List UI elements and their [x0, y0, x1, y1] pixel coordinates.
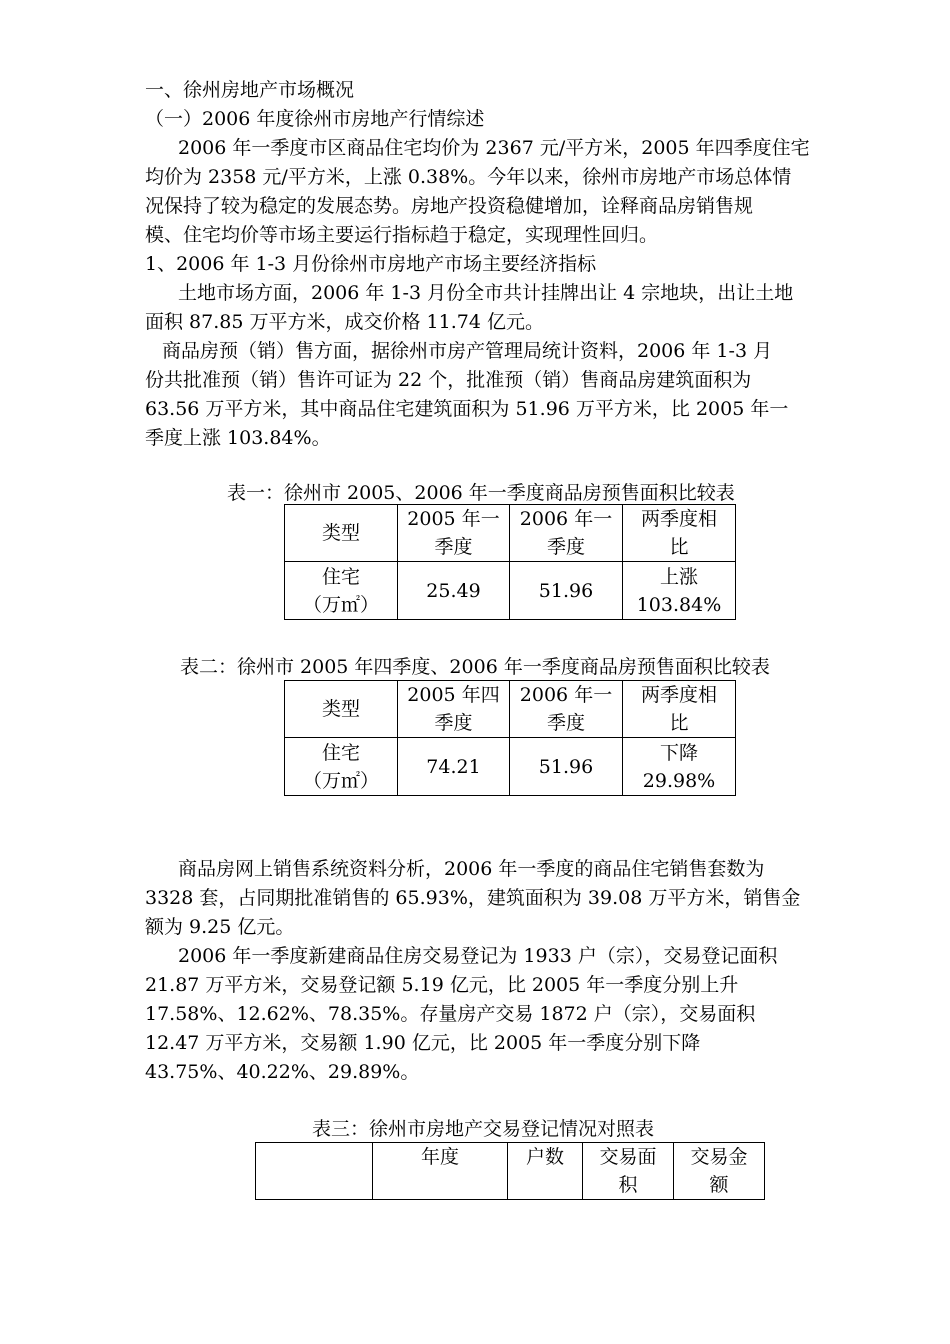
table-cell: 74.21	[398, 738, 510, 796]
header-cell: 2006 年一 季度	[510, 505, 623, 562]
paragraph-line: 21.87 万平方米，交易登记额 5.19 亿元，比 2005 年一季度分别上升	[145, 974, 739, 996]
header-cell: 2005 年一 季度	[398, 505, 510, 562]
paragraph-line: 模、住宅均价等市场主要运行指标趋于稳定，实现理性回归。	[145, 224, 659, 246]
table-header-row	[285, 681, 736, 738]
table-cell: 住宅 （万㎡）	[285, 562, 398, 620]
header-cell: 2006 年一 季度	[510, 681, 623, 738]
table-cell: 下降 29.98%	[623, 738, 736, 796]
paragraph-line: 均价为 2358 元/平方米，上涨 0.38%。今年以来，徐州市房地产市场总体情	[145, 166, 792, 188]
table-caption: 表三：徐州市房地产交易登记情况对照表	[312, 1118, 655, 1140]
paragraph-line: 商品房网上销售系统资料分析，2006 年一季度的商品住宅销售套数为	[178, 858, 765, 880]
table-cell: 51.96	[510, 738, 623, 796]
transaction-table	[255, 1142, 765, 1200]
table-cell: 上涨 103.84%	[623, 562, 736, 620]
paragraph-line: 土地市场方面，2006 年 1-3 月份全市共计挂牌出让 4 宗地块，出让土地	[178, 282, 794, 304]
header-cell: 交易金 额	[674, 1143, 765, 1200]
table-caption: 表一：徐州市 2005、2006 年一季度商品房预售面积比较表	[227, 482, 735, 504]
header-cell: 类型	[285, 681, 398, 738]
paragraph-line: 额为 9.25 亿元。	[145, 916, 295, 938]
table-header-row	[256, 1143, 765, 1200]
paragraph-line: 63.56 万平方米，其中商品住宅建筑面积为 51.96 万平方米，比 2005 年一	[145, 398, 789, 420]
header-cell: 年度	[373, 1143, 508, 1200]
header-cell: 两季度相 比	[623, 505, 736, 562]
header-cell: 2005 年四 季度	[398, 681, 510, 738]
table-header-row	[285, 505, 736, 562]
table-caption: 表二：徐州市 2005 年四季度、2006 年一季度商品房预售面积比较表	[180, 656, 770, 678]
paragraph-line: 份共批准预（销）售许可证为 22 个，批准预（销）售商品房建筑面积为	[145, 369, 752, 391]
paragraph-line: 况保持了较为稳定的发展态势。房地产投资稳健增加，诠释商品房销售规	[145, 195, 754, 217]
table-row	[285, 562, 736, 620]
table-cell: 25.49	[398, 562, 510, 620]
paragraph-line: 面积 87.85 万平方米，成交价格 11.74 亿元。	[145, 311, 544, 333]
table-cell: 51.96	[510, 562, 623, 620]
header-cell	[256, 1143, 373, 1200]
section-heading: 一、徐州房地产市场概况	[145, 79, 355, 101]
paragraph-line: 2006 年一季度市区商品住宅均价为 2367 元/平方米，2005 年四季度住宅	[178, 137, 810, 159]
paragraph-line: 2006 年一季度新建商品住房交易登记为 1933 户（宗），交易登记面积	[178, 945, 778, 967]
header-cell: 交易面 积	[583, 1143, 674, 1200]
section-title: 1、2006 年 1-3 月份徐州市房地产市场主要经济指标	[145, 253, 597, 275]
paragraph-line: 商品房预（销）售方面，据徐州市房产管理局统计资料，2006 年 1-3 月	[162, 340, 773, 362]
comparison-table-2	[284, 680, 736, 796]
paragraph-line: 12.47 万平方米，交易额 1.90 亿元，比 2005 年一季度分别下降	[145, 1032, 701, 1054]
table-row	[285, 738, 736, 796]
paragraph-line: 3328 套，占同期批准销售的 65.93%，建筑面积为 39.08 万平方米，销售金	[145, 887, 801, 909]
table-cell: 住宅 （万㎡）	[285, 738, 398, 796]
header-cell: 户数	[508, 1143, 583, 1200]
paragraph-line: 43.75%、40.22%、29.89%。	[145, 1061, 420, 1083]
paragraph-line: 17.58%、12.62%、78.35%。存量房产交易 1872 户（宗），交易面积	[145, 1003, 756, 1025]
header-cell: 两季度相 比	[623, 681, 736, 738]
paragraph-line: 季度上涨 103.84%。	[145, 427, 331, 449]
comparison-table-1	[284, 504, 736, 620]
header-cell: 类型	[285, 505, 398, 562]
subsection-heading: （一）2006 年度徐州市房地产行情综述	[145, 108, 485, 130]
